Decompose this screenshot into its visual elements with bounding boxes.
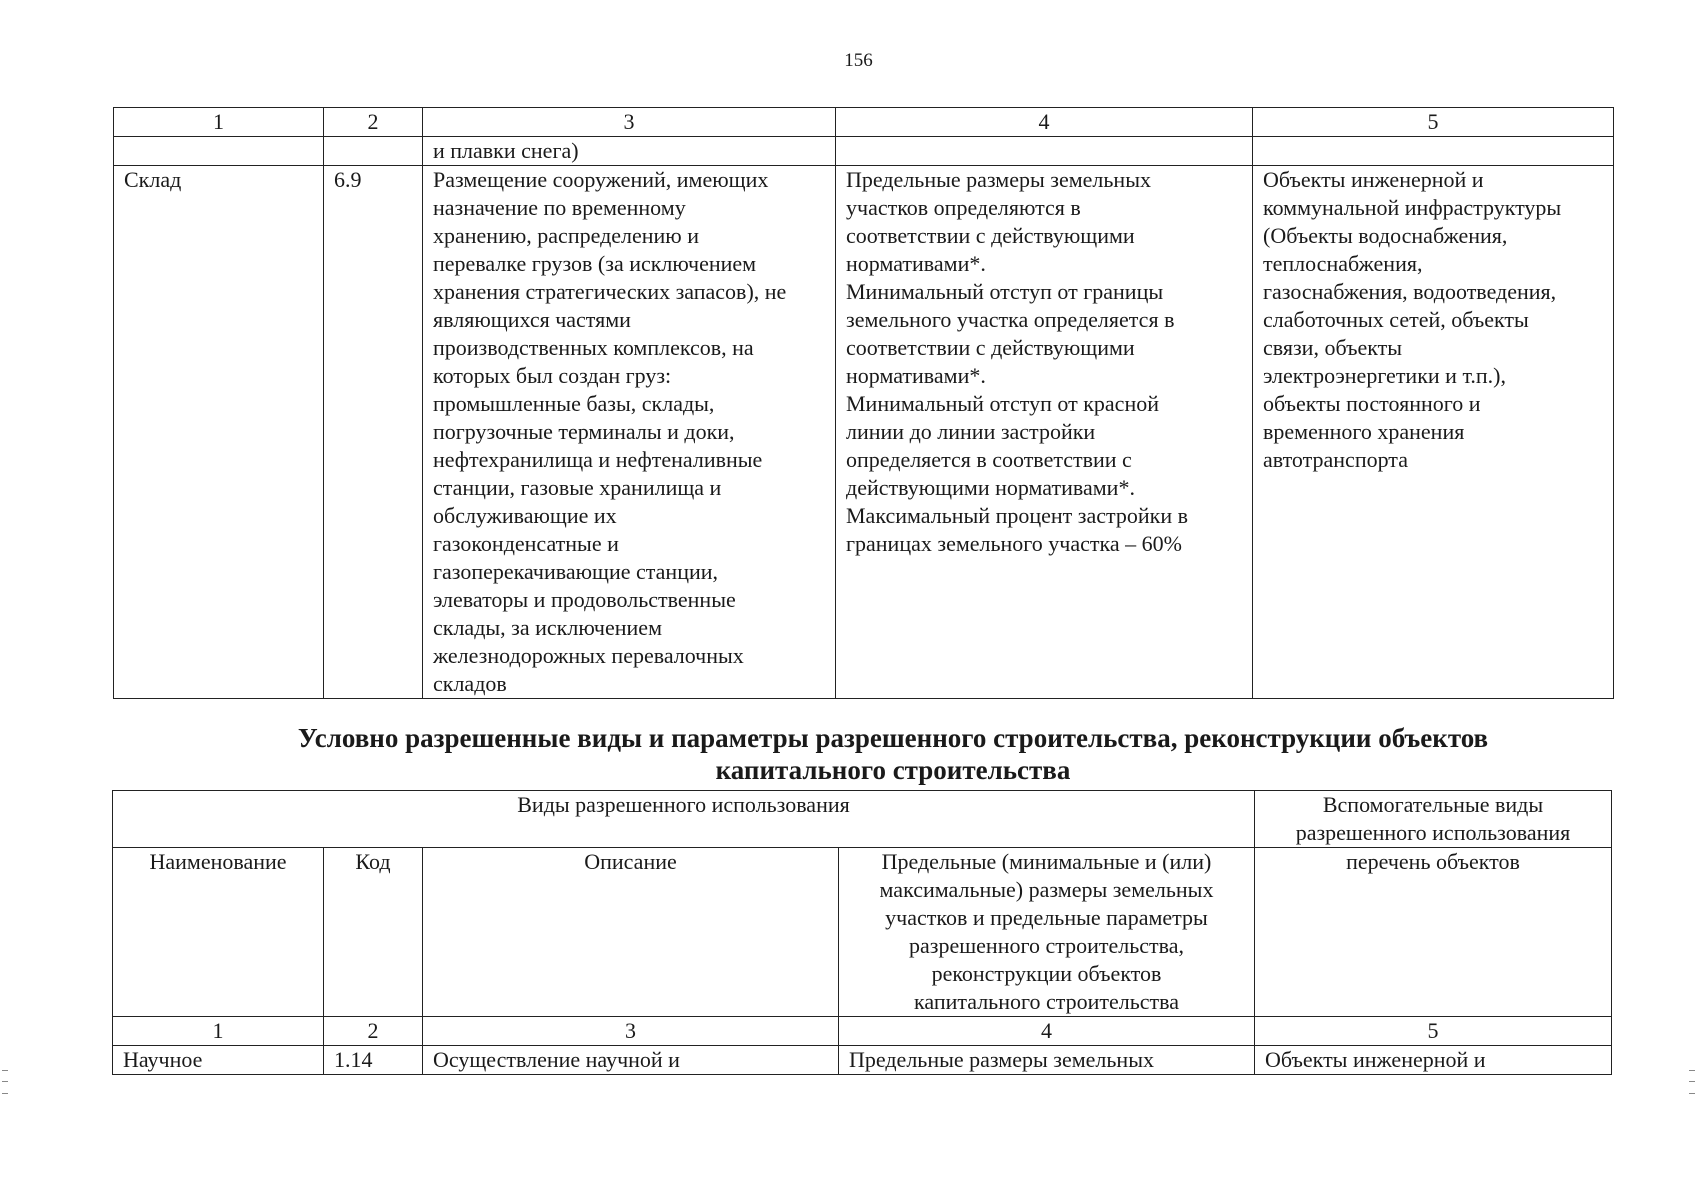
text-line: земельного участка определяется в — [846, 307, 1175, 332]
group-header: Виды разрешенного использования — [113, 791, 1255, 848]
text-line: перевалке грузов (за исключением — [433, 251, 757, 276]
column-number-row — [113, 1017, 1612, 1046]
scan-margin-mark — [2, 1070, 8, 1094]
text-line: элеваторы и продовольственные — [433, 587, 736, 612]
column-number-row — [114, 108, 1614, 137]
text-line: Предельные размеры земельных — [846, 167, 1151, 192]
text-line: Предельные (минимальные и (или) — [881, 849, 1212, 874]
text-line: обслуживающие их — [433, 503, 617, 528]
text-line: которых был создан груз: — [433, 363, 672, 388]
text-line: Условно разрешенные виды и параметры разрешенного строительства, реконструкции объектов — [297, 723, 1489, 753]
text-line: линии до линии застройки — [846, 419, 1096, 444]
text-line: границах земельного участка – 60% — [846, 531, 1182, 556]
text-line: нормативами*. — [846, 363, 986, 388]
code-cell: 1.14 — [324, 1046, 423, 1075]
table-cell — [836, 137, 1253, 166]
page-number: 156 — [844, 50, 873, 71]
header-parameters — [839, 848, 1255, 1017]
text-line: складов — [433, 671, 507, 696]
text-line: разрешенного использования — [1295, 820, 1571, 845]
text-line: капитального строительства — [715, 755, 1071, 785]
header-row — [113, 848, 1612, 1017]
text-line: автотранспорта — [1263, 447, 1408, 472]
column-number: 3 — [423, 108, 836, 137]
auxiliary-cell: Объекты инженерной и — [1255, 1046, 1612, 1075]
table-row — [114, 166, 1614, 699]
table-cell — [1253, 137, 1614, 166]
text-line: промышленные базы, склады, — [433, 391, 715, 416]
text-line: Минимальный отступ от границы — [846, 279, 1164, 304]
text-line: временного хранения — [1263, 419, 1465, 444]
text-line: теплоснабжения, — [1263, 251, 1423, 276]
land-use-table-main — [113, 107, 1614, 699]
column-number: 4 — [836, 108, 1253, 137]
text-line: газоконденсатные и — [433, 531, 619, 556]
column-number: 2 — [324, 1017, 423, 1046]
text-line: действующими нормативами*. — [846, 475, 1135, 500]
text-line: определяется в соответствии с — [846, 447, 1132, 472]
column-number: 5 — [1253, 108, 1614, 137]
column-number: 3 — [423, 1017, 839, 1046]
text-line: связи, объекты — [1263, 335, 1403, 360]
text-line: газоснабжения, водоотведения, — [1263, 279, 1557, 304]
description-cell: Осуществление научной и — [423, 1046, 839, 1075]
column-number: 1 — [114, 108, 324, 137]
text-line: нефтехранилища и нефтеналивные — [433, 447, 763, 472]
header-name: Наименование — [113, 848, 324, 1017]
text-line: Объекты инженерной и — [1263, 167, 1484, 192]
code-cell: 6.9 — [324, 166, 423, 699]
text-line: склады, за исключением — [433, 615, 662, 640]
text-line: Минимальный отступ от красной — [846, 391, 1159, 416]
name-cell: Склад — [114, 166, 324, 699]
text-line: реконструкции объектов — [931, 961, 1162, 986]
text-line: слаботочных сетей, объекты — [1263, 307, 1529, 332]
continuation-row — [114, 137, 1614, 166]
text-line: электроэнергетики и т.п.), — [1263, 363, 1506, 388]
group-header-row — [113, 791, 1612, 848]
text-line: являющихся частями — [433, 307, 631, 332]
description-cell: и плавки снега) — [423, 137, 836, 166]
text-line: максимальные) размеры земельных — [879, 877, 1214, 902]
name-cell: Научное — [113, 1046, 324, 1075]
parameters-cell: Предельные размеры земельных — [839, 1046, 1255, 1075]
parameters-cell — [836, 166, 1253, 699]
text-line: станции, газовые хранилища и — [433, 475, 722, 500]
auxiliary-cell — [1253, 166, 1614, 699]
column-number: 2 — [324, 108, 423, 137]
text-line: погрузочные терминалы и доки, — [433, 419, 735, 444]
header-description: Описание — [423, 848, 839, 1017]
text-line: коммунальной инфраструктуры — [1263, 195, 1562, 220]
header-auxiliary: перечень объектов — [1255, 848, 1612, 1017]
header-code: Код — [324, 848, 423, 1017]
text-line: участков и предельные параметры — [885, 905, 1208, 930]
text-line: производственных комплексов, на — [433, 335, 754, 360]
text-line: Максимальный процент застройки в — [846, 503, 1188, 528]
section-title — [0, 722, 1697, 786]
text-line: капитального строительства — [913, 989, 1180, 1014]
text-line: назначение по временному — [433, 195, 686, 220]
column-number: 4 — [839, 1017, 1255, 1046]
column-number: 1 — [113, 1017, 324, 1046]
text-line: разрешенного строительства, — [909, 933, 1184, 958]
text-line: железнодорожных перевалочных — [433, 643, 744, 668]
text-line: Размещение сооружений, имеющих — [433, 167, 769, 192]
text-line: объекты постоянного и — [1263, 391, 1481, 416]
text-line: нормативами*. — [846, 251, 986, 276]
text-line: газоперекачивающие станции, — [433, 559, 719, 584]
column-number: 5 — [1255, 1017, 1612, 1046]
table-row — [113, 1046, 1612, 1075]
conditional-use-table — [112, 790, 1612, 1075]
table-cell — [114, 137, 324, 166]
text-line: соответствии с действующими — [846, 223, 1135, 248]
table-cell — [324, 137, 423, 166]
aux-header — [1255, 791, 1612, 848]
text-line: Вспомогательные виды — [1322, 792, 1544, 817]
text-line: хранения стратегических запасов), не — [433, 279, 787, 304]
scan-margin-mark — [1689, 1070, 1695, 1094]
text-line: соответствии с действующими — [846, 335, 1135, 360]
text-line: участков определяются в — [846, 195, 1081, 220]
description-cell — [423, 166, 836, 699]
text-line: (Объекты водоснабжения, — [1263, 223, 1508, 248]
text-line: хранению, распределению и — [433, 223, 700, 248]
